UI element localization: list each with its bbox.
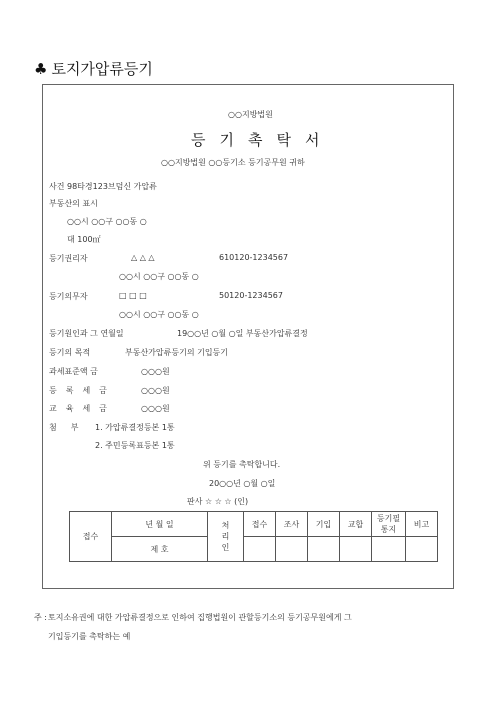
cause-value: 19○○년 ○월 ○일 부동산가압류결정 — [177, 329, 308, 338]
property-label: 부동산의 표시 — [49, 199, 98, 208]
obligor-id: 50120-1234567 — [219, 291, 283, 300]
date-col-cell: 년 월 일 — [112, 512, 208, 537]
footnote-line-1: 토지소유권에 대한 가압류결정으로 인하여 집행법원이 관할등기소의 등기공무원에게 그 — [48, 613, 352, 622]
attach-label: 첨부 — [49, 423, 93, 432]
reg-tax-label: 등록세금 — [49, 386, 116, 395]
col-notice: 등기필통지 — [372, 512, 406, 537]
empty-cell — [406, 537, 438, 562]
empty-cell — [340, 537, 372, 562]
number-cell: 제 호 — [112, 537, 208, 562]
right-holder-label: 등기권리자 — [49, 254, 88, 263]
addressee: ○○지방법원 ○○등기소 등기공무원 귀하 — [161, 158, 305, 167]
empty-cell — [244, 537, 276, 562]
purpose-value: 부동산가압류등기의 기입등기 — [125, 348, 229, 357]
cause-label: 등기원인과 그 연월일 — [49, 329, 124, 338]
purpose-label: 등기의 목적 — [49, 348, 91, 357]
judge-line: 판사 ☆ ☆ ☆ (인) — [187, 497, 249, 506]
attachment-1: 1. 가압류결정등본 1통 — [95, 423, 175, 432]
receipt-table — [69, 511, 438, 562]
section-heading — [34, 58, 153, 79]
right-holder-address: ○○시 ○○구 ○○동 ○ — [119, 272, 199, 281]
case-line: 사건 98타경123브덤신 가압류 — [49, 182, 157, 191]
empty-cell — [308, 537, 340, 562]
col-inspect: 조사 — [276, 512, 308, 537]
footnote-line-2: 기입등기를 촉탁하는 예 — [48, 632, 131, 641]
footnote — [34, 608, 484, 646]
right-holder-id: 610120-1234567 — [219, 253, 289, 262]
col-receipt: 접수 — [244, 512, 276, 537]
tax-base-value: ○○○원 — [141, 367, 170, 376]
attachment-2: 2. 주민등록표등본 1통 — [95, 441, 175, 450]
obligor-name: □ □ □ — [119, 291, 147, 300]
form-frame — [42, 84, 454, 589]
col-verify: 교합 — [340, 512, 372, 537]
heading-text: 토지가압류등기 — [51, 60, 153, 78]
receipt-cell: 접수 — [70, 512, 112, 562]
form-date: 20○○년 ○월 ○일 — [209, 479, 276, 488]
edu-tax-label: 교육세금 — [49, 404, 116, 413]
club-suit-icon: ♣ — [34, 60, 48, 78]
edu-tax-value: ○○○원 — [141, 404, 170, 413]
processor-cell: 처리인 — [208, 512, 244, 562]
empty-cell — [372, 537, 406, 562]
col-entry: 기입 — [308, 512, 340, 537]
right-holder-name: △ △ △ — [131, 253, 155, 262]
empty-cell — [276, 537, 308, 562]
property-area: 대 100㎡ — [67, 235, 101, 244]
property-address: ○○시 ○○구 ○○동 ○ — [67, 217, 147, 226]
col-remarks: 비고 — [406, 512, 438, 537]
obligor-label: 등기의무자 — [49, 292, 88, 301]
footnote-mark: 주 : — [34, 613, 47, 622]
request-text: 위 등기를 촉탁합니다. — [203, 460, 281, 469]
tax-base-label: 과세표준액 금 — [49, 367, 98, 376]
reg-tax-value: ○○○원 — [141, 386, 170, 395]
obligor-address: ○○시 ○○구 ○○동 ○ — [119, 310, 199, 319]
court-name: ○○지방법원 — [228, 110, 273, 119]
form-title: 등기촉탁서 — [191, 131, 334, 149]
